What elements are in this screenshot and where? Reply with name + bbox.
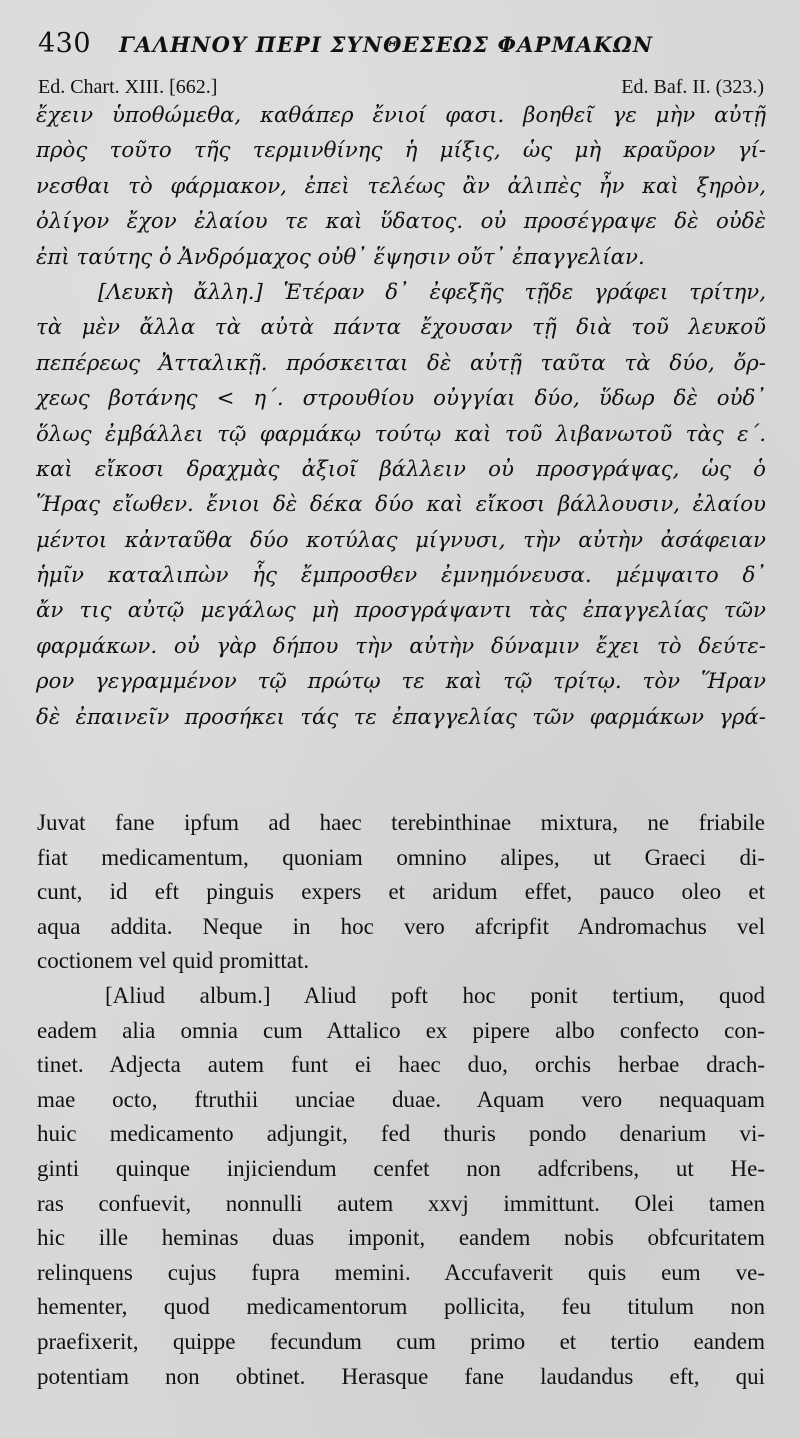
latin-line: relinquens cujus fupra memini. Accufaverit quis eum ve- <box>37 1259 765 1285</box>
greek-text-block <box>36 98 766 735</box>
chartier-edition-ref: Ed. Chart. XIII. [662.] <box>38 76 218 98</box>
greek-line: ἐπὶ ταύτης ὁ Ἀνδρόμαχος οὐθ᾽ ἕψησιν οὔτ᾽ ἐπαγγελίαν. <box>36 244 645 270</box>
greek-line: ρον γεγραμμένον τῷ πρώτῳ τε καὶ τῷ τρίτῳ. τὸν Ἥραν <box>36 669 766 695</box>
greek-line: τὰ μὲν ἄλλα τὰ αὐτὰ πάντα ἔχουσαν τῇ διὰ τοῦ λευκοῦ <box>36 315 766 341</box>
greek-line: μέντοι κἀνταῦθα δύο κοτύλας μίγνυσι, τὴν αὐτὴν ἀσάφειαν <box>36 527 766 553</box>
greek-line: Ἥρας εἴωθεν. ἔνιοι δὲ δέκα δύο καὶ εἴκοσι βάλλουσιν, ἐλαίου <box>36 492 766 518</box>
latin-line: ginti quinque injiciendum cenfet non adfcribens, ut He- <box>37 1155 765 1181</box>
latin-line: fiat medicamentum, quoniam omnino alipes, ut Graeci di- <box>37 844 765 870</box>
greek-line: νεσθαι τὸ φάρμακον, ἐπεὶ τελέως ἂν ἀλιπὲς ἦν καὶ ξηρὸν, <box>36 173 766 199</box>
basel-edition-ref: Ed. Baf. II. (323.) <box>621 76 764 98</box>
latin-line: huic medicamento adjungit, fed thuris pondo denarium vi- <box>37 1121 765 1147</box>
latin-text-block <box>37 806 765 1394</box>
greek-line: δὲ ἐπαινεῖν προσήκει τάς τε ἐπαγγελίας τῶν φαρμάκων γρά- <box>36 704 766 730</box>
latin-line: ras confuevit, nonnulli autem xxvj immittunt. Olei tamen <box>37 1190 765 1216</box>
greek-line: καὶ εἴκοσι δραχμὰς ἀξιοῖ βάλλειν οὐ προσγράψας, ὡς ὁ <box>36 456 766 482</box>
latin-line: coctionem vel quid promittat. <box>37 948 310 974</box>
latin-line: potentiam non obtinet. Herasque fane laudandus eft, qui <box>37 1363 765 1389</box>
latin-line: hic ille heminas duas imponit, eandem nobis obfcuritatem <box>37 1225 765 1251</box>
running-title: ΓΑΛΗΝΟΥ ΠΕΡΙ ΣΥΝΘΕΣΕΩΣ ΦΑΡΜΑΚΩΝ <box>119 32 654 57</box>
page-header <box>38 28 768 64</box>
greek-line: πρὸς τοῦτο τῆς τερμινθίνης ἡ μίξις, ὡς μὴ κραῦρον γί- <box>36 138 766 164</box>
greek-line: φαρμάκων. οὐ γὰρ δήπου τὴν αὐτὴν δύναμιν ἔχει τὸ δεύτε- <box>36 633 766 659</box>
greek-line: χεως βοτάνης < η΄. στρουθίου οὐγγίαι δύο, ὕδωρ δὲ οὐδ᾽ <box>36 386 766 412</box>
latin-line: eadem alia omnia cum Attalico ex pipere albo confecto con- <box>37 1017 765 1043</box>
latin-line: aqua addita. Neque in hoc vero afcripfit Andromachus vel <box>37 913 765 939</box>
greek-line: [Λευκὴ ἄλλη.] Ἑτέραν δ᾽ ἐφεξῆς τῇδε γράφει τρίτην, <box>98 279 766 305</box>
greek-line: πεπέρεως Ἀτταλικῇ. πρόσκειται δὲ αὐτῇ ταῦτα τὰ δύο, ὄρ- <box>36 350 766 376</box>
latin-line: tinet. Adjecta autem funt ei haec duo, orchis herbae drach- <box>37 1052 765 1078</box>
latin-line: hementer, quod medicamentorum pollicita, feu titulum non <box>37 1294 765 1320</box>
latin-line: praefixerit, quippe fecundum cum primo et tertio eandem <box>37 1328 765 1354</box>
greek-line: ὅλως ἐμβάλλει τῷ φαρμάκῳ τούτῳ καὶ τοῦ λιβανωτοῦ τὰς ε΄. <box>36 421 766 447</box>
latin-line: Juvat fane ipfum ad haec terebinthinae mixtura, ne friabile <box>37 810 765 835</box>
latin-line: mae octo, ftruthii unciae duae. Aquam vero nequaquam <box>37 1086 765 1112</box>
greek-line: ὀλίγον ἔχον ἐλαίου τε καὶ ὕδατος. οὐ προσέγραψε δὲ οὐδὲ <box>36 209 766 235</box>
greek-line: ἔχειν ὑποθώμεθα, καθάπερ ἔνιοί φασι. βοηθεῖ γε μὴν αὐτῇ <box>36 103 766 128</box>
latin-line: [Aliud album.] Aliud poft hoc ponit tertium, quod <box>105 982 765 1008</box>
greek-line: ἄν τις αὐτῷ μεγάλως μὴ προσγράψαντι τὰς ἐπαγγελίας τῶν <box>36 598 766 624</box>
latin-line: cunt, id eft pinguis expers et aridum effet, pauco oleo et <box>37 879 765 905</box>
greek-line: ἡμῖν καταλιπὼν ἧς ἔμπροσθεν ἐμνημόνευσα. μέμψαιτο δ᾽ <box>36 563 766 589</box>
page-number: 430 <box>38 28 92 59</box>
